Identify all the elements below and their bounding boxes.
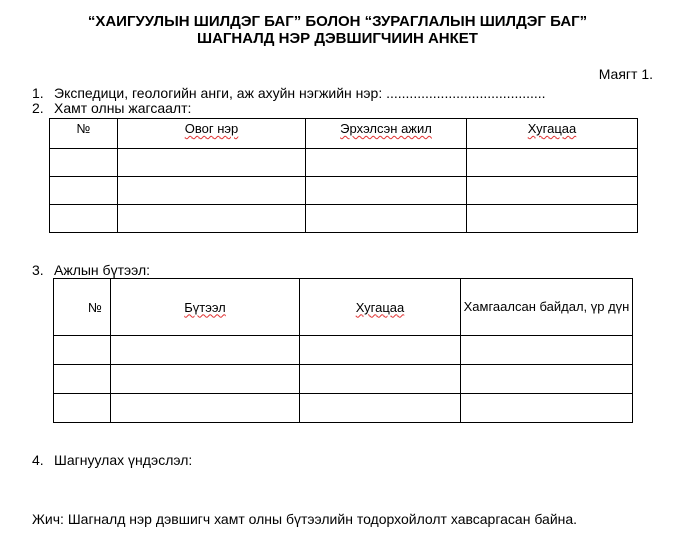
table-cell[interactable] (54, 365, 111, 394)
table-cell[interactable] (461, 336, 633, 365)
title-line-2: ШАГНАЛД НЭР ДЭВШИГЧИИН АНКЕТ (197, 30, 478, 47)
header-number: № (54, 279, 111, 336)
title-line-1: “ХАИГУУЛЫН ШИЛДЭГ БАГ” БОЛОН “ЗУРАГЛАЛЫН ШИЛДЭГ БАГ” (87, 13, 588, 30)
table-cell[interactable] (118, 149, 306, 177)
header-period (467, 119, 638, 149)
table-row (50, 177, 638, 205)
table-row (50, 205, 638, 233)
header-period-text: Хугацаа (527, 121, 577, 136)
table-cell[interactable] (461, 365, 633, 394)
table-cell[interactable] (306, 149, 467, 177)
table-cell[interactable] (50, 177, 118, 205)
item-number: 2. (32, 100, 44, 116)
form-number: Маягт 1. (598, 66, 653, 82)
item-team-list (32, 100, 191, 116)
table-cell[interactable] (118, 205, 306, 233)
item-work (32, 262, 150, 278)
table-cell[interactable] (467, 177, 638, 205)
header-result: Хамгаалсан байдал, үр дүн (461, 279, 633, 336)
table-row (50, 149, 638, 177)
header-period (300, 279, 461, 336)
table-row (54, 365, 633, 394)
work-table (53, 278, 633, 423)
item-text: Ажлын бүтээл: (54, 262, 151, 278)
table-cell[interactable] (111, 365, 300, 394)
item-organization-name (32, 85, 546, 101)
item-award-basis (32, 452, 192, 468)
item-text: Шагнуулах үндэслэл: (54, 452, 193, 468)
table-cell[interactable] (467, 149, 638, 177)
footnote: Жич: Шагналд нэр дэвшигч хамт олны бүтээлийн тодорхойлолт хавсаргасан байна. (32, 511, 578, 527)
item-number: 4. (32, 452, 44, 468)
team-list-table (49, 118, 638, 233)
table-cell[interactable] (300, 336, 461, 365)
item-number: 1. (32, 85, 44, 101)
table-cell[interactable] (111, 394, 300, 423)
table-cell[interactable] (118, 177, 306, 205)
table-cell[interactable] (111, 336, 300, 365)
header-number: № (50, 119, 118, 149)
header-name (118, 119, 306, 149)
table-cell[interactable] (54, 394, 111, 423)
table-cell[interactable] (306, 177, 467, 205)
table-cell[interactable] (300, 394, 461, 423)
item-text: Экспедици, геологийн анги, аж ахуйн нэгжийн нэр: ......................................... (54, 85, 546, 101)
table-cell[interactable] (467, 205, 638, 233)
item-text: Хамт олны жагсаалт: (54, 100, 192, 116)
table-row (54, 394, 633, 423)
table-cell[interactable] (461, 394, 633, 423)
table-cell[interactable] (306, 205, 467, 233)
header-work-text: Бүтээл (184, 299, 226, 315)
table-header-row (50, 119, 638, 149)
table-header-row (54, 279, 633, 336)
table-cell[interactable] (50, 205, 118, 233)
header-role (306, 119, 467, 149)
table-cell[interactable] (50, 149, 118, 177)
header-period-text: Хугацаа (355, 299, 405, 315)
header-work (111, 279, 300, 336)
table-cell[interactable] (300, 365, 461, 394)
table-row (54, 336, 633, 365)
header-role-text: Эрхэлсэн ажил (340, 121, 432, 136)
item-number: 3. (32, 262, 44, 278)
header-name-text: Овог нэр (184, 121, 239, 136)
table-cell[interactable] (54, 336, 111, 365)
